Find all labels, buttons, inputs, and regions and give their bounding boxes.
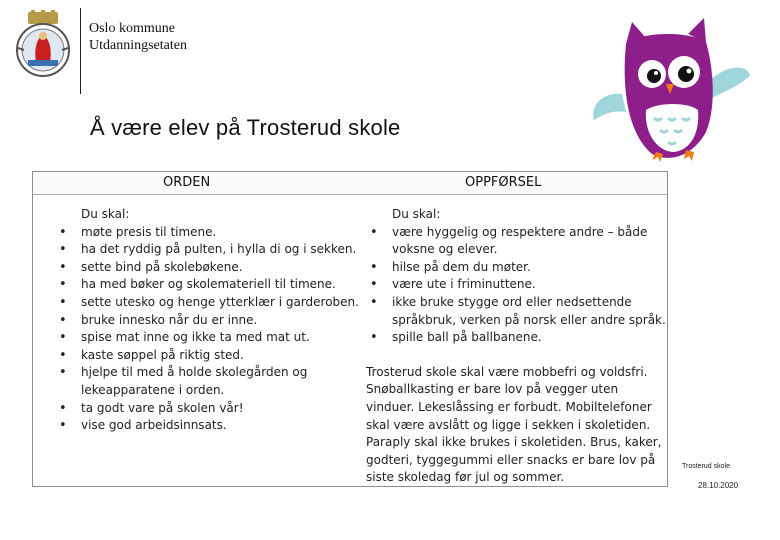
list-item: • møte presis til timene. <box>81 224 363 242</box>
oppforsel-list <box>392 224 666 347</box>
list-item: • hilse på dem du møter. <box>392 259 666 277</box>
list-item: • kaste søppel på riktig sted. <box>81 347 363 365</box>
list-item: • være hyggelig og respektere andre – både voksne og elever. <box>392 224 666 259</box>
list-item: • spise mat inne og ikke ta med mat ut. <box>81 329 363 347</box>
organization-name: Oslo kommune <box>89 21 175 36</box>
column-header-orden: ORDEN <box>163 175 211 190</box>
orden-intro: Du skal: <box>81 207 130 221</box>
department-name: Utdanningsetaten <box>89 38 187 53</box>
list-item: • ha med bøker og skolemateriell til timene. <box>81 276 363 294</box>
orden-list <box>81 224 363 435</box>
list-item: • ha det ryddig på pulten, i hylla di og i sekken. <box>81 241 363 259</box>
oppforsel-column <box>366 206 666 487</box>
list-item: • sette utesko og henge ytterklær i garderoben. <box>81 294 363 312</box>
oslo-kommune-logo-icon <box>14 10 72 78</box>
list-item: • vise god arbeidsinnsats. <box>81 417 363 435</box>
column-header-oppforsel: OPPFØRSEL <box>465 175 542 190</box>
list-item: • sette bind på skolebøkene. <box>81 259 363 277</box>
list-item: • hjelpe til med å holde skolegården og lekeapparatene i orden. <box>81 364 363 399</box>
list-item: • spille ball på ballbanene. <box>392 329 666 347</box>
school-rules-paragraph: Trosterud skole skal være mobbefri og voldsfri. Snøballkasting er bare lov på vegger uten vinduer. Lekeslåssing er forbudt. Mobiltelefoner skal være avslått og ligge i sekken i skoletiden. Paraply skal ikke brukes i skoletiden. Brus, kaker, godteri, tyggegummi eller snacks er bare lov på siste skoledag før jul og sommer. <box>366 364 662 485</box>
table-header-row <box>33 172 667 195</box>
list-item: • bruke innesko når du er inne. <box>81 312 363 330</box>
list-item: • ta godt vare på skolen vår! <box>81 400 363 418</box>
oppforsel-intro: Du skal: <box>392 207 441 221</box>
orden-column <box>81 206 363 435</box>
rules-table <box>32 171 668 487</box>
footer-school-name: Trosterud skole <box>682 463 730 470</box>
footer-date: 28.10.2020 <box>698 481 739 490</box>
owl-mascot-icon <box>582 14 754 164</box>
page-title: Å være elev på Trosterud skole <box>90 115 401 140</box>
list-item: • være ute i friminuttene. <box>392 276 666 294</box>
header-divider <box>80 8 81 94</box>
list-item: • ikke bruke stygge ord eller nedsettende språkbruk, verken på norsk eller andre språk. <box>392 294 666 329</box>
